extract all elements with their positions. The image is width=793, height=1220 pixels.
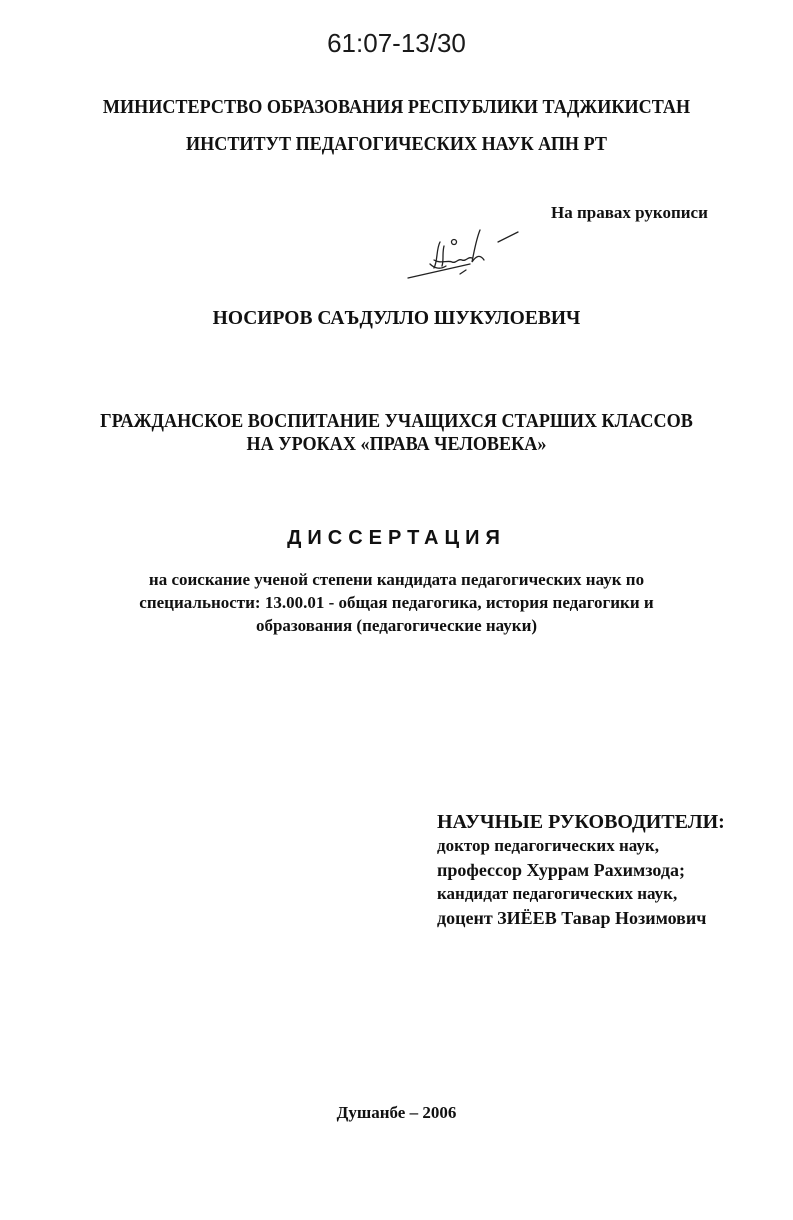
title-line-1: ГРАЖДАНСКОЕ ВОСПИТАНИЕ УЧАЩИХСЯ СТАРШИХ КЛАССОВ (100, 411, 693, 432)
supervisors-block (437, 810, 725, 930)
institute-heading: ИНСТИТУТ ПЕДАГОГИЧЕСКИХ НАУК АПН РТ (186, 134, 607, 155)
archive-code: 61:07-13/30 (327, 28, 466, 58)
signature-icon (400, 220, 530, 290)
supervisor-line: доктор педагогических наук, (437, 836, 659, 855)
degree-line-3: образования (педагогические науки) (255, 616, 538, 635)
supervisors-heading: НАУЧНЫЕ РУКОВОДИТЕЛИ: (437, 811, 725, 833)
degree-line-2: специальности: 13.00.01 - общая педагогика, история педагогики и (139, 593, 654, 612)
title-line-2: НА УРОКАХ «ПРАВА ЧЕЛОВЕКА» (246, 434, 547, 455)
manuscript-rights-label: На правах рукописи (551, 203, 708, 222)
supervisor-line: кандидат педагогических наук, (437, 884, 678, 903)
degree-line-1: на соискание ученой степени кандидата педагогических наук по (148, 570, 645, 589)
ministry-heading: МИНИСТЕРСТВО ОБРАЗОВАНИЯ РЕСПУБЛИКИ ТАДЖИКИСТАН (102, 97, 691, 118)
degree-description (0, 568, 793, 637)
author-name: НОСИРОВ САЪДУЛЛО ШУКУЛОЕВИЧ (212, 308, 581, 329)
supervisor-line: доцент ЗИЁЕВ Тавар Нозимович (437, 908, 707, 928)
supervisor-line: профессор Хуррам Рахимзода; (437, 860, 685, 880)
dissertation-title (28, 410, 765, 456)
place-and-year: Душанбе – 2006 (336, 1103, 457, 1122)
document-type: ДИССЕРТАЦИЯ (287, 527, 506, 549)
